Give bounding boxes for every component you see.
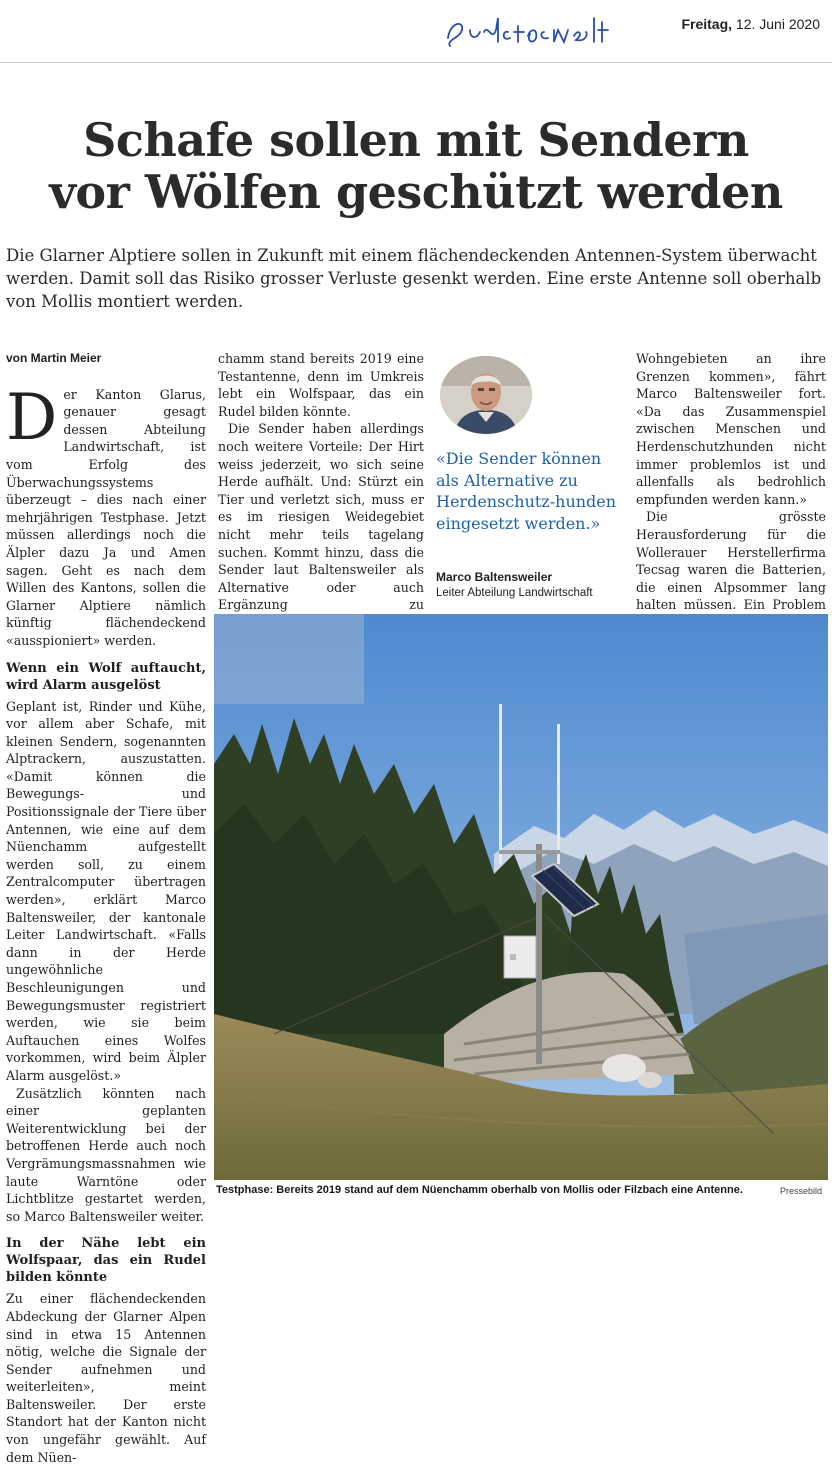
paragraph-deterrence: Zusätzlich könnten nach einer geplanten Weiterentwicklung bei der betroffenen Herde auch noch Vergrämungsmassnahmen wie laute Warntöne oder Lichtblitze gestartet werden, so Marco Baltensweiler weiter.	[6, 1085, 206, 1224]
article-lead: Die Glarner Alptiere sollen in Zukunft mit einem flächendeckenden Antennen-System überwacht werden. Damit soll das Risiko grosser Verluste gesenkt werden. Eine erste Antenne soll oberhalb von Mollis montiert werden.	[6, 246, 822, 311]
photo-caption: Testphase: Bereits 2019 stand auf dem Nüenchamm oberhalb von Mollis oder Filzbach eine Antenne.	[216, 1184, 743, 1196]
subheading-wolf-alarm: Wenn ein Wolf auftaucht, wird Alarm ausgelöst	[6, 660, 206, 693]
drop-cap: D	[6, 380, 58, 455]
paragraph-batteries: Die grösste Herausforderung für die Wollerauer Herstellerfirma Tecsag waren die Batterien, die einen Alpsommer lang halten müssen. Ein Problem	[636, 509, 826, 613]
paragraph-intro-text: er Kanton Glarus, genauer gesagt dessen Abteilung Landwirtschaft, ist vom Erfolg des Überwachungssystems überzeugt – dies nach einer mehrjährigen Testphase. Jetzt müssen allerdings noch die Älpler dazu Ja und Amen sagen. Geht es nach dem Willen des Kantons, sollen die Glarner Alptiere nämlich künftig flächendeckend «ausspioniert» werden.	[6, 386, 206, 648]
issue-weekday: Freitag,	[681, 16, 733, 32]
quote-author-role: Leiter Abteilung Landwirtschaft	[436, 587, 593, 599]
subheading-wolf-pair: In der Nähe lebt ein Wolfspaar, das ein Rudel bilden könnte	[6, 1236, 206, 1286]
antenna-photo	[214, 614, 828, 1180]
paragraph-trackers: Geplant ist, Rinder und Kühe, vor allem aber Schafe, mit kleinen Sendern, sogenannten Alptrackern, auszustatten. «Damit können die Bewegungs- und Positionssignale der Tiere über Antennen, wie eine auf dem Nüenchamm aufgestellt werden soll, zu einem Zentralcomputer übertragen werden», erklärt Marco Baltensweiler, der kantonale Leiter Landwirtschaft. «Falls dann in der Herde ungewöhnliche Beschleunigungen und Bewegungsmuster registriert werden, wie sie beim Auftauchen eines Wolfes vorkommen, wird beim Älpler Alarm ausgelöst.»	[6, 698, 206, 1083]
article-headline	[6, 114, 826, 218]
portrait-image	[440, 356, 532, 434]
headline-line-1: Schafe sollen mit Sendern	[83, 113, 749, 167]
handwriting-signature	[440, 8, 640, 52]
headline-line-2: vor Wölfen geschützt werden	[49, 165, 783, 219]
photo-credit: Pressebild	[779, 1186, 822, 1196]
issue-date-value: 12. Juni 2020	[735, 16, 820, 32]
byline: von Martin Meier	[6, 351, 102, 365]
issue-date	[681, 16, 820, 32]
paragraph-advantages: Die Sender haben allerdings noch weitere Vorteile: Der Hirt weiss jederzeit, wo sich seine Herde aufhält. Und: Stürzt ein Tier und verletzt sich, muss er es im riesigen Weidegebiet nicht mehr teils tagelang suchen. Kommt hinzu, dass die Sender laut Baltensweiler als Alternative oder auch Ergänzung zu	[218, 421, 424, 613]
article-column-1	[6, 350, 206, 1466]
paragraph-dogs: Wohngebieten an ihre Grenzen kommen», fährt Marco Baltensweiler fort. «Da das Zusammenspiel zwischen Menschen und Herdenschutzhunden nicht immer problemlos ist und allenfalls als bedrohlich empfunden werden kann.»	[636, 351, 826, 507]
pull-quote: «Die Sender können als Alternative zu Herdenschutz-hunden eingesetzt werden.»	[436, 449, 617, 533]
handwritten-source-note	[440, 8, 640, 52]
paragraph-antennas: Zu einer flächendeckenden Abdeckung der Glarner Alpen sind in etwa 15 Antennen nötig, welche die Signale der Sender aufnehmen und weiterleiten», meint Baltensweiler. Der erste Standort hat der Kanton nicht von ungefähr gewählt. Auf dem Nüen-	[6, 1291, 206, 1465]
header-divider	[0, 62, 832, 63]
paragraph-intro	[6, 380, 206, 650]
paragraph-test-antenna: chamm stand bereits 2019 eine Testantenne, denn im Umkreis lebt ein Wolfspaar, das ein Rudel bilden könnte.	[218, 351, 424, 419]
quote-author: Marco Baltensweiler	[436, 570, 553, 584]
portrait-photo	[440, 356, 532, 434]
antenna-landscape-image	[214, 614, 828, 1180]
